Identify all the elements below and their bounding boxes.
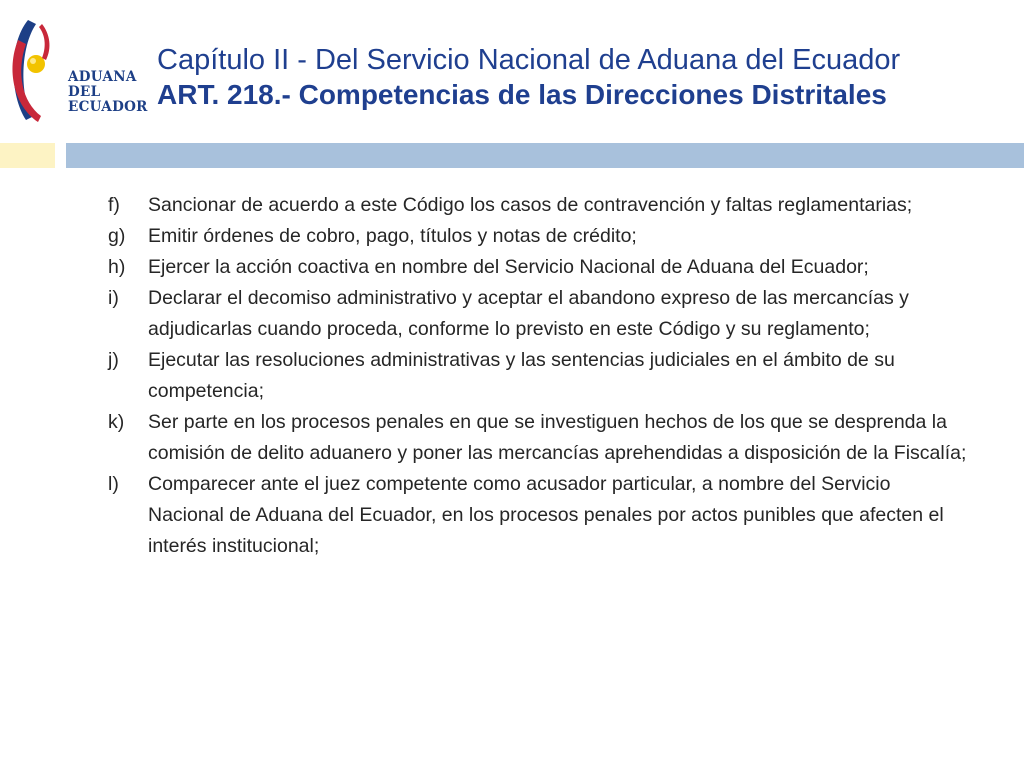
item-text: Emitir órdenes de cobro, pago, títulos y notas de crédito;	[148, 225, 637, 247]
logo-line-1: ADUANA	[68, 69, 137, 85]
item-letter: i)	[108, 287, 119, 309]
item-text: Ejercer la acción coactiva en nombre del Servicio Nacional de Aduana del Ecuador;	[148, 256, 869, 278]
logo-line-3: ECUADOR	[68, 99, 148, 115]
item-letter: g)	[108, 225, 126, 247]
aduana-logo	[6, 14, 148, 129]
list-item-l	[108, 469, 988, 562]
item-text: Comparecer ante el juez competente como acusador particular, a nombre del Servicio Nacional de Aduana del Ecuador, en los procesos penales por actos punibles que afecten el interés institucional;	[148, 473, 944, 557]
list-item-j	[108, 345, 988, 407]
item-text: Sancionar de acuerdo a este Código los casos de contravención y faltas reglamentarias;	[148, 194, 913, 216]
list-item-i	[108, 283, 988, 345]
accent-bar-yellow	[0, 143, 55, 168]
item-letter: j)	[108, 349, 119, 371]
slide-title	[157, 42, 1017, 112]
competencies-list	[108, 190, 988, 562]
list-item-k	[108, 407, 988, 469]
list-item-g	[108, 221, 988, 252]
logo-line-2: DEL	[68, 84, 101, 100]
item-text: Ejecutar las resoluciones administrativas y las sentencias judiciales en el ámbito de su competencia;	[148, 349, 895, 402]
item-text: Ser parte en los procesos penales en que se investiguen hechos de los que se desprenda la comisión de delito aduanero y poner las mercancías aprehendidas a disposición de la Fiscalía;	[148, 411, 967, 464]
item-letter: l)	[108, 473, 119, 495]
item-text: Declarar el decomiso administrativo y aceptar el abandono expreso de las mercancías y adjudicarlas cuando proceda, conforme lo previsto en este Código y su reglamento;	[148, 287, 909, 340]
article-title: ART. 218.- Competencias de las Direcciones Distritales	[157, 79, 887, 110]
item-letter: h)	[108, 256, 126, 278]
chapter-title: Capítulo II - Del Servicio Nacional de Aduana del Ecuador	[157, 44, 901, 76]
list-item-h	[108, 252, 988, 283]
logo-wordmark	[68, 70, 148, 115]
item-letter: k)	[108, 411, 125, 433]
list-item-f	[108, 190, 988, 221]
item-letter: f)	[108, 194, 120, 216]
accent-bar-blue	[66, 143, 1024, 168]
